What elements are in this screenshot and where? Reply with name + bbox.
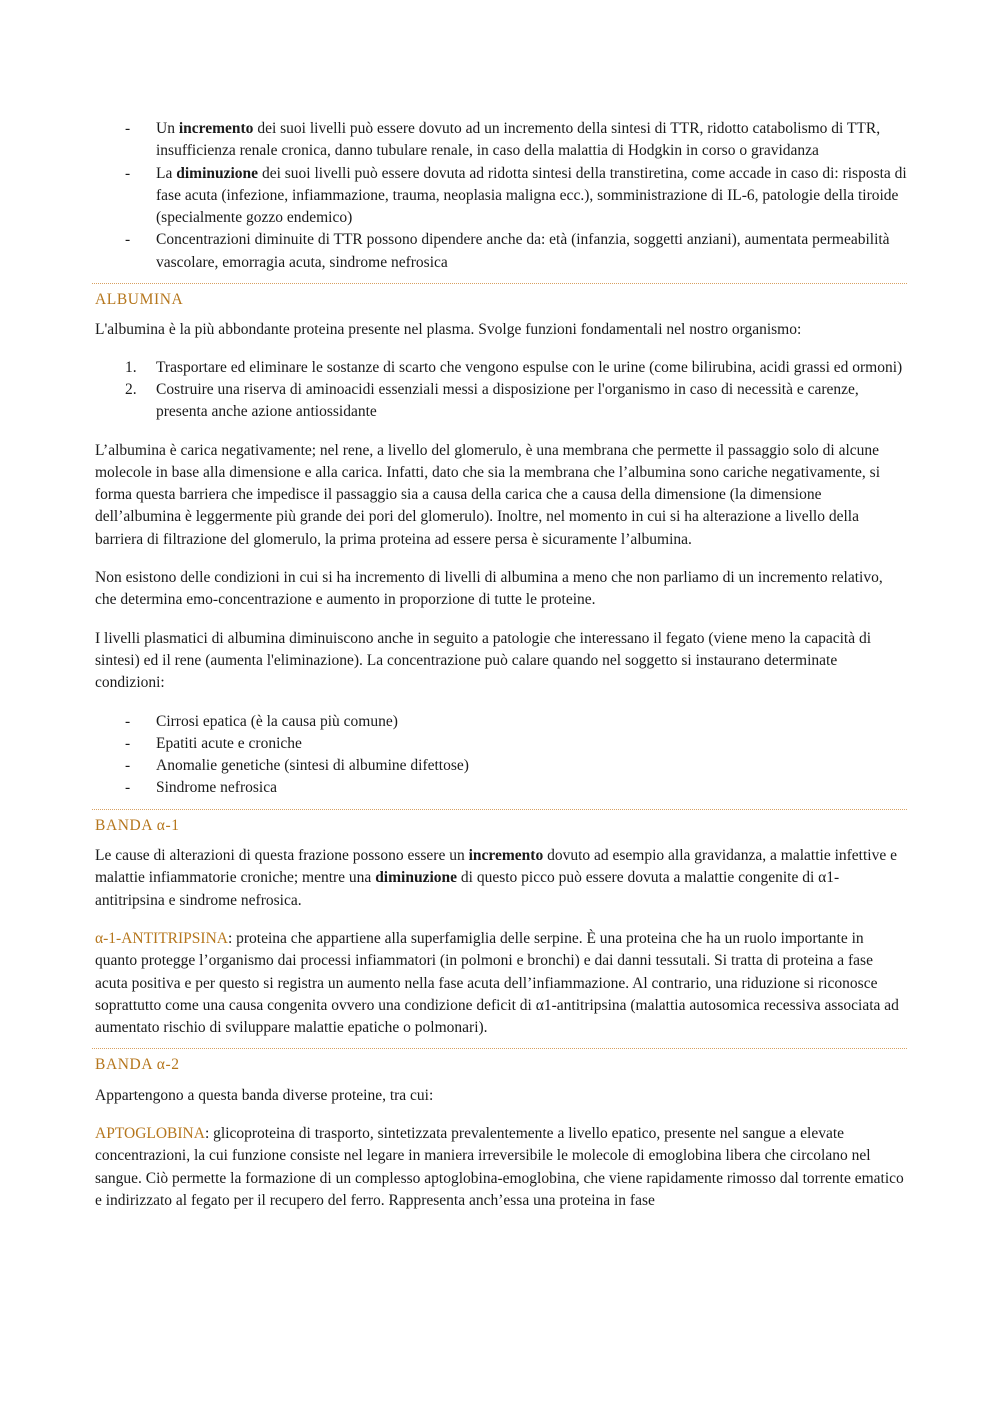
aptoglobina-paragraph: APTOGLOBINA: glicoproteina di trasporto, sintetizzata prevalentemente a livello epatico, presente nel sangue a elevate concentrazioni, la cui funzione consiste nel legare in maniera irreversibile le molecole di emoglobina libera che circolano nel sangue. Ciò permette la formazione di un complesso aptoglobina-emoglobina, che viene rapidamente rimosso dal torrente ematico e indirizzato al fegato per il recupero del ferro. Rappresenta anch’essa una proteina in fase — [95, 1124, 904, 1209]
bullet-marker: - — [125, 120, 131, 137]
banda-alpha1-paragraph: Le cause di alterazioni di questa frazione possono essere un incremento dovuto ad esempio alla gravidanza, a malattie infettive e malattie infiammatorie croniche; mentre una diminuzione di questo picco può essere dovuta a malattie congenite di α1-antitripsina e sindrome nefrosica. — [95, 847, 897, 909]
document-page — [95, 118, 907, 1212]
albumina-functions-list — [95, 357, 907, 424]
section-divider — [92, 809, 907, 810]
ttr-variation-list — [95, 118, 907, 274]
bullet-marker: - — [125, 164, 131, 182]
bullet-marker: - — [125, 712, 131, 730]
albumina-paragraph-increment: Non esistono delle condizioni in cui si ha incremento di livelli di albumina a meno che non parliamo di un incremento relativo, che determina emo-concentrazione e aumento in proporzione di tutte le proteine. — [95, 569, 883, 609]
section-heading-banda-alpha2: BANDA α-2 — [95, 1056, 180, 1074]
bullet-marker: - — [125, 757, 131, 775]
section-divider — [92, 283, 907, 284]
list-item: - Anomalie genetiche (sintesi di albumine difettose) — [95, 755, 907, 777]
section-heading-banda-alpha1: BANDA α-1 — [95, 816, 180, 834]
albumina-paragraph-decrease: I livelli plasmatici di albumina diminuiscono anche in seguito a patologie che interessano il fegato (viene meno la capacità di sintesi) ed il rene (aumenta l'eliminazione). La concentrazione può calare quando nel soggetto si instaurano determinate condizioni: — [95, 629, 872, 692]
list-item: 2. Costruire una riserva di aminoacidi essenziali messi a disposizione per l'organismo in caso di necessità e carenze, presenta anche azione antiossidante — [125, 380, 859, 421]
section-divider — [92, 1048, 907, 1049]
term-antitripsina: α-1-ANTITRIPSINA — [95, 929, 228, 947]
bullet-marker: - — [125, 231, 131, 249]
bullet-marker: - — [125, 734, 131, 752]
albumina-intro: L'albumina è la più abbondante proteina presente nel plasma. Svolge funzioni fondamentali nel nostro organismo: — [95, 321, 802, 339]
list-item: - Epatiti acute e croniche — [95, 733, 907, 755]
albumina-conditions-list — [95, 711, 907, 800]
banda-alpha2-intro: Appartengono a questa banda diverse proteine, tra cui: — [95, 1086, 434, 1104]
section-heading-albumina: ALBUMINA — [95, 291, 184, 309]
bullet-marker: - — [125, 779, 131, 797]
antitripsina-paragraph: α-1-ANTITRIPSINA: proteina che appartiene alla superfamiglia delle serpine. È una proteina che ha un ruolo importante in quanto protegge l’organismo dai processi infiammatori (in polmoni e bronchi) e dai danni tessutali. Si tratta di proteina a fase acuta positiva e per questo si registra un aumento nella fase acuta dell’infiammazione. Al contrario, una riduzione si riconosce soprattutto come una causa congenita ovvero una condizione deficit di α1-antitripsina (malattia autosomica recessiva associata ad aumentato rischio di sviluppare malattie epatiche o polmonari). — [95, 929, 899, 1037]
list-number: 1. — [125, 358, 137, 376]
list-item: - Sindrome nefrosica — [95, 777, 907, 799]
list-item: - Concentrazioni diminuite di TTR possono dipendere anche da: età (infanzia, soggetti anziani), aumentata permeabilità vascolare, emorragia acuta, sindrome nefrosica — [125, 231, 890, 271]
list-item: 1. Trasportare ed eliminare le sostanze di scarto che vengono espulse con le urine (come bilirubina, acidi grassi ed ormoni) — [95, 357, 907, 379]
list-item: - La diminuzione dei suoi livelli può essere dovuta ad ridotta sintesi della transtiretina, come accade in caso di: risposta di fase acuta (infezione, infiammazione, trauma, neoplasia maligna ecc.), somministrazione di IL-6, patologie della tiroide (specialmente gozzo endemico) — [125, 164, 907, 227]
list-item: - Un incremento dei suoi livelli può essere dovuto ad un incremento della sintesi di TTR, ridotto catabolismo di TTR, insufficienza renale cronica, danno tubulare renale, in caso della malattia di Hodgkin in corso o gravidanza — [125, 120, 881, 160]
list-item: - Cirrosi epatica (è la causa più comune) — [95, 711, 907, 733]
term-aptoglobina: APTOGLOBINA — [95, 1124, 205, 1142]
albumina-paragraph-charge: L’albumina è carica negativamente; nel rene, a livello del glomerulo, è una membrana che permette il passaggio solo di alcune molecole in base alla dimensione e alla carica. Infatti, dato che sia la membrana che l’albumina sono cariche negativamente, si forma questa barriera che impedisce il passaggio sia a causa della carica che a causa della dimensione (la dimensione dell’albumina è leggermente più grande dei pori del glomerulo). Inoltre, nel momento in cui si ha alterazione a livello della barriera di filtrazione del glomerulo, la prima proteina ad essere persa è sicuramente l’albumina. — [95, 441, 880, 548]
list-number: 2. — [125, 380, 137, 398]
